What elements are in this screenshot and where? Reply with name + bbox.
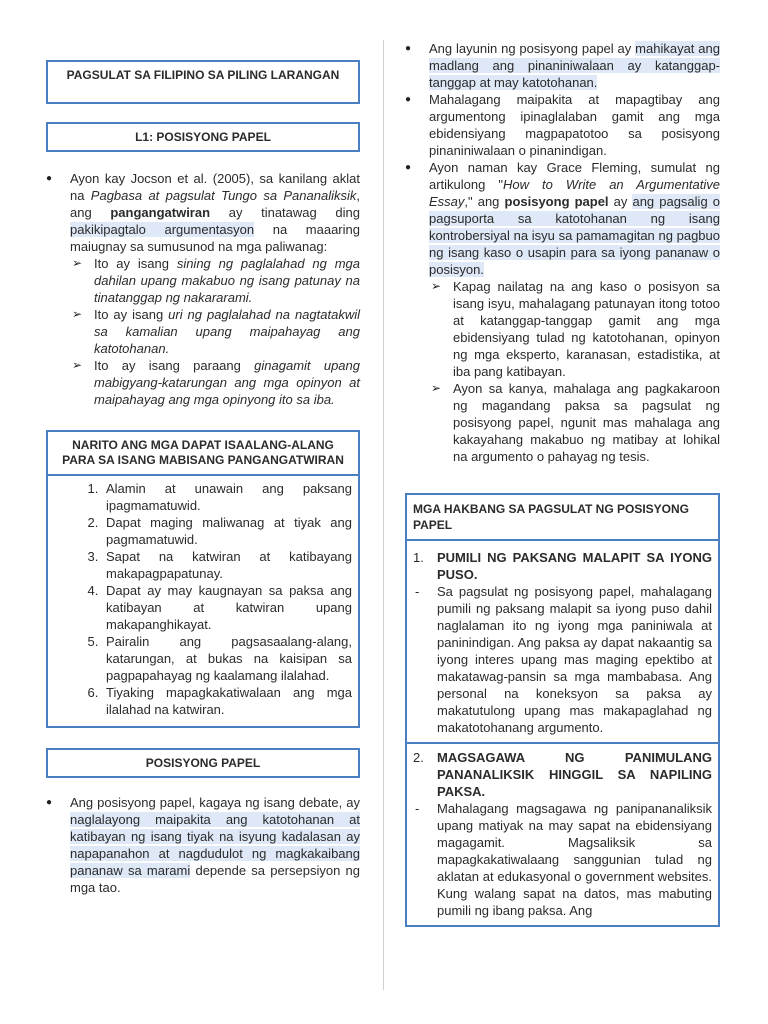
section-title-posisyong-papel: POSISYONG PAPEL <box>46 748 360 778</box>
purpose-list <box>405 40 720 465</box>
list-item: 3. Sapat na katwiran at katibayang makapagpapatunay. <box>102 548 352 582</box>
list-item: ● Mahalagang maipakita at mapagtibay ang argumentong ipinaglalaban gamit ang mga ebidensiyang magpapatotoo sa posisyong pinaniniwalaan o pinanindigan. <box>405 91 720 159</box>
list-item: ● Ang posisyong papel, kagaya ng isang debate, ay naglalayong maipakita ang katotohanan at katibayan ng isang tiyak na isyung kadalasan ay napapanahon at nagdudulot ng magkakaibang pananaw sa marami depende sa persepsiyon ng mga tao. <box>46 794 360 896</box>
bullet-text: Ayon kay Jocson et al. (2005), sa kanilang aklat na <box>70 171 360 203</box>
list-item: 2. Dapat maging maliwanag at tiyak ang pagmamatuwid. <box>102 514 352 548</box>
posisyong-papel-list <box>46 794 360 896</box>
list-item: ● Ayon naman kay Grace Fleming, sumulat ng artikulong "How to Write an Argumentative Essay," ang posisyong papel ay ang pagsalig o pagsuporta sa katotohanan ng isang kontrobersiyal na isyu sa pamamagitan ng pagbuo ng isang kaso o usapin para sa iyong pananaw o posisyon. ➢ Kapag nailatag na ang kaso o posisyon sa isang isyu, mahalagang patunayan itong totoo at katanggap-tanggap gamit ang mga ebidensiyang tulad ng katotohanan, opinyon ng mga eksperto, karanasan, estadistika, at iba pang katibayan. ➢ Ayon sa kanya, mahalaga ang pagkakaroon ng magandang paksa sa pagsulat ng posisyong papel, ngunit mas mahalaga ang kakayahang makabuo ng matibay at lohikal na argumento o pahayag ng tesis. <box>405 159 720 465</box>
right-column <box>405 40 720 927</box>
list-item: 1. Alamin at unawain ang paksang ipagmamatuwid. <box>102 480 352 514</box>
consider-list <box>74 480 352 718</box>
column-divider <box>383 40 384 990</box>
list-item: 5. Pairalin ang pagsasaalang-alang, katarungan, at bukas na kaisipan sa pagpapahayag ng kaalamang ilalahad. <box>102 633 352 684</box>
list-item: ➢ Kapag nailatag na ang kaso o posisyon sa isang isyu, mahalagang patunayan itong totoo at katanggap-tanggap gamit ang mga ebidensiyang tulad ng katotohanan, opinyon ng mga eksperto, karanasan, estadistika, at iba pang katibayan. <box>429 278 720 380</box>
article-title: How to Write an Argumentative Essay <box>429 177 720 209</box>
step-title: 1. PUMILI NG PAKSANG MALAPIT SA IYONG PUSO. <box>413 550 712 582</box>
list-item: 6. Tiyaking mapagkakatiwalaan ang mga ilalahad na katwiran. <box>102 684 352 718</box>
list-item: ➢ Ayon sa kanya, mahalaga ang pagkakaroon ng magandang paksa sa pagsulat ng posisyong papel, ngunit mas mahalaga ang kakayahang makabuo ng matibay at lohikal na argumento o pahayag ng tesis. <box>429 380 720 465</box>
bullet-text: ay tinatawag ding <box>210 205 360 220</box>
highlighted-text: ang pagsalig o pagsuporta sa katotohanan ng isang kontrobersiyal na isyu sa pamamagitan ng pagbuo ng isang kaso o usapin para sa iyong pananaw o posisyon. <box>429 194 720 277</box>
definition-list <box>46 170 360 408</box>
left-column <box>46 60 360 896</box>
list-item: ➢ Ito ay isang uri ng paglalahad na nagtatakwil sa kamalian upang maipahayag ang katotohanan. <box>70 306 360 357</box>
highlighted-text: pakikipagtalo argumentasyon <box>70 222 255 237</box>
steps-title: MGA HAKBANG SA PAGSULAT NG POSISYONG PAPEL <box>405 493 720 541</box>
step-1 <box>405 541 720 744</box>
highlighted-text: mahikayat ang madlang ang pinaniniwalaan ay katanggap-tanggap at may katotohanan. <box>429 41 720 90</box>
step-title: 2. MAGSAGAWA NG PANIMULANG PANANALIKSIK HINGGIL SA NAPILING PAKSA. <box>413 750 712 799</box>
step-body: - Sa pagsulat ng posisyong papel, mahalagang pumili ng paksang malapit sa iyong puso dahil naglalaman ito ng iyong mga paniniwala at paninindigan. Ang paksa ay dapat nakaantig sa iyong interes upang mas maging epektibo at makatawag-pansin sa mga mambabasa. Ang personal na koneksyon sa paksa ay makatutulong upang mas makapaglahad ng makatotohanang argumento. <box>415 584 712 735</box>
consider-list-box <box>46 476 360 728</box>
key-term: posisyong papel <box>504 194 609 209</box>
key-term: pangangatwiran <box>110 205 211 220</box>
list-item: ➢ Ito ay isang sining ng paglalahad ng mga dahilan upang makabuo ng isang patunay na tinatanggap ng nakararami. <box>70 255 360 306</box>
bullet-text: , ang <box>70 188 360 220</box>
list-item: ● Ang layunin ng posisyong papel ay mahikayat ang madlang ang pinaniniwalaan ay katanggap-tanggap at may katotohanan. <box>405 40 720 91</box>
step-body: - Mahalagang magsagawa ng panipananaliksik upang matiyak na may sapat na ebidensiyang magagamit. Magsaliksik sa mapagkakatiwalaang sanggunian tulad ng aklatan at edukasyonal o government websites. Kung walang sapat na datos, mas mabuting pumili ng ibang paksa. Ang <box>415 801 712 918</box>
list-item <box>46 170 360 408</box>
list-item: ➢ Ito ay isang paraang ginagamit upang mabigyang-katarungan ang mga opinyon at maipahayag ang mga opinyong ito sa iba. <box>70 357 360 408</box>
book-title: Pagbasa at pagsulat Tungo sa Pananaliksik <box>90 188 357 203</box>
lesson-title: L1: POSISYONG PAPEL <box>46 122 360 152</box>
sub-list <box>429 278 720 465</box>
bullet-text: na maaaring maiugnay sa sumusunod na mga paliwanag: <box>70 222 360 254</box>
sub-list <box>70 255 360 408</box>
highlighted-text: naglalayong maipakita ang katotohanan at katibayan ng isang tiyak na isyung kadalasan ay napapanahon at nagdudulot ng magkakaibang pananaw sa marami <box>70 812 360 878</box>
step-2 <box>405 744 720 927</box>
course-title: PAGSULAT SA FILIPINO SA PILING LARANGAN <box>46 60 360 104</box>
list-item: 4. Dapat ay may kaugnayan sa paksa ang katibayan at katwiran upang makapanghikayat. <box>102 582 352 633</box>
consider-title: NARITO ANG MGA DAPAT ISAALANG-ALANG PARA SA ISANG MABISANG PANGANGATWIRAN <box>46 430 360 476</box>
